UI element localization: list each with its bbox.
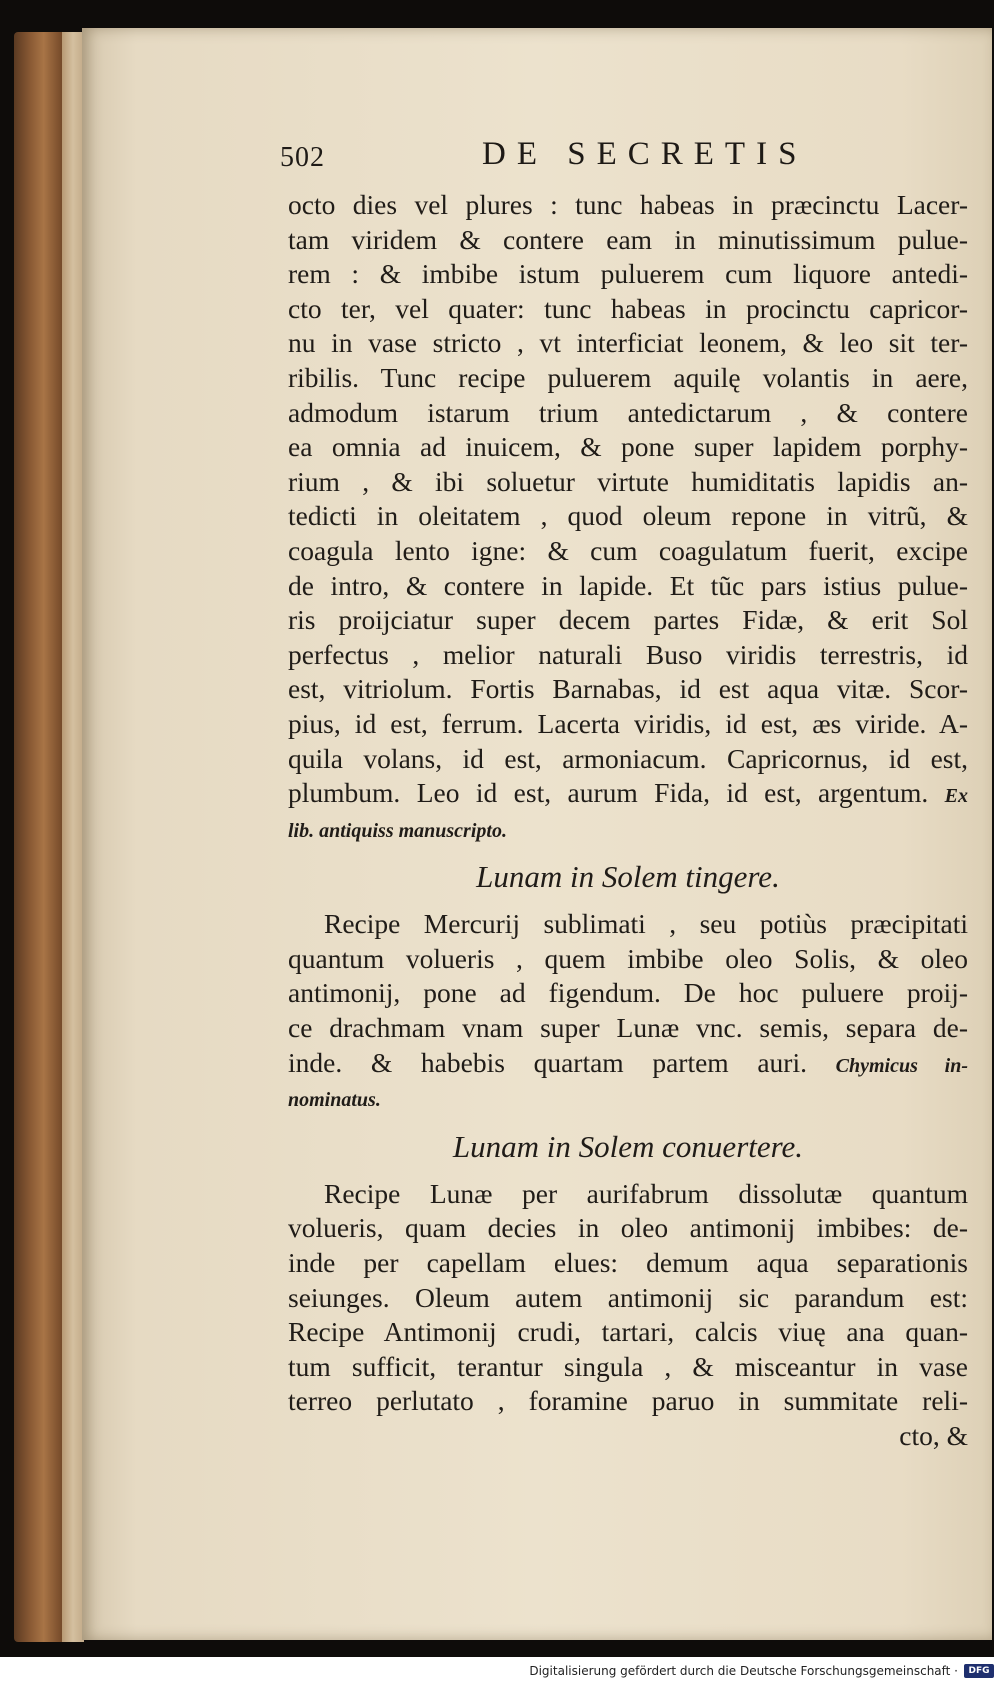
- text-span: plumbum. Leo id est, aurum Fida, id est, argentum.: [288, 777, 929, 809]
- text-line: tum sufficit, terantur singula , & misceantur in vase: [288, 1350, 968, 1382]
- text-line: octo dies vel plures : tunc habeas in præcinctu Lacer-: [288, 189, 968, 220]
- text-line: volueris, quam decies in oleo antimonij imbibes: de-: [288, 1212, 968, 1244]
- source-citation: nominatus.: [288, 1089, 381, 1112]
- text-line: de intro, & contere in lapide. Et tũc pars istius pulue-: [288, 569, 968, 601]
- paragraph-2: [288, 907, 968, 1115]
- catchword: cto, &: [899, 1420, 968, 1451]
- text-span: inde. & habebis quartam partem auri.: [288, 1046, 807, 1078]
- text-line: pius, id est, ferrum. Lacerta viridis, id est, æs viride. A-: [288, 707, 968, 739]
- book-page: [82, 28, 992, 1640]
- dfg-logo-icon: DFG: [964, 1664, 994, 1678]
- text-line: est, vitriolum. Fortis Barnabas, id est aqua vitæ. Scor-: [288, 673, 968, 705]
- text-line: ris proijciatur super decem partes Fidæ, & erit Sol: [288, 604, 968, 636]
- text-line: rium , & ibi soluetur virtute humiditatis lapidis an-: [288, 465, 968, 497]
- text-line: nu in vase stricto , vt interficiat leonem, & leo sit ter-: [288, 327, 968, 359]
- paragraph-3: [288, 1177, 968, 1454]
- text-line: rem : & imbibe istum puluerem cum liquore antedi-: [288, 258, 968, 290]
- text-line: admodum istarum trium antedictarum , & contere: [288, 396, 968, 428]
- text-line: coagula lento igne: & cum coagulatum fuerit, excipe: [288, 534, 968, 566]
- text-line: quantum volueris , quem imbibe oleo Solis, & oleo: [288, 942, 968, 974]
- text-line: quila volans, id est, armoniacum. Capricornus, id est,: [288, 742, 968, 774]
- page-number: 502: [280, 142, 325, 173]
- text-line: tam viridem & contere eam in minutissimum pulue-: [288, 223, 968, 255]
- text-line: ce drachmam vnam super Lunæ vnc. semis, separa de-: [288, 1012, 968, 1044]
- text-line: antimonij, pone ad figendum. De hoc puluere proij-: [288, 977, 968, 1009]
- text-line: Recipe Antimonij crudi, tartari, calcis viuę ana quan-: [288, 1316, 968, 1348]
- source-citation: Ex: [944, 785, 968, 808]
- page-header: [82, 136, 992, 180]
- text-block: [288, 188, 968, 1454]
- running-head: DE SECRETIS: [482, 136, 808, 172]
- section-heading: Lunam in Solem conuertere.: [452, 1128, 804, 1164]
- text-line: terreo perlutato , foramine paruo in summitate reli-: [288, 1385, 968, 1417]
- text-line: inde per capellam elues: demum aqua separationis: [288, 1247, 968, 1279]
- text-line: perfectus , melior naturali Buso viridis terrestris, id: [288, 638, 968, 670]
- source-citation: lib. antiquiss manuscripto.: [288, 819, 507, 842]
- text-line: [288, 1080, 968, 1115]
- page-edges: [62, 32, 84, 1642]
- text-line: ribilis. Tunc recipe puluerem aquilę volantis in aere,: [288, 361, 968, 393]
- footer-bar: [0, 1657, 1000, 1687]
- source-citation: Chymicus in-: [835, 1054, 968, 1077]
- funding-credit: Digitalisierung gefördert durch die Deutsche Forschungsgemeinschaft ·: [529, 1664, 958, 1678]
- text-line: cto ter, vel quater: tunc habeas in procinctu capricor-: [288, 292, 968, 324]
- text-line: seiunges. Oleum autem antimonij sic parandum est:: [288, 1281, 968, 1313]
- text-line: [288, 811, 968, 846]
- text-line: tedicti in oleitatem , quod oleum repone in vitrũ, &: [288, 500, 968, 532]
- section-heading: Lunam in Solem tingere.: [476, 859, 780, 895]
- text-line: Recipe Mercurij sublimati , seu potiùs præcipitati: [324, 908, 968, 940]
- text-line: [288, 776, 968, 811]
- text-line: [288, 1046, 968, 1081]
- text-line: Recipe Lunæ per aurifabrum dissolutæ quantum: [324, 1177, 968, 1209]
- paragraph-1: [288, 188, 968, 845]
- text-line: ea omnia ad inuicem, & pone super lapidem porphy-: [288, 431, 968, 463]
